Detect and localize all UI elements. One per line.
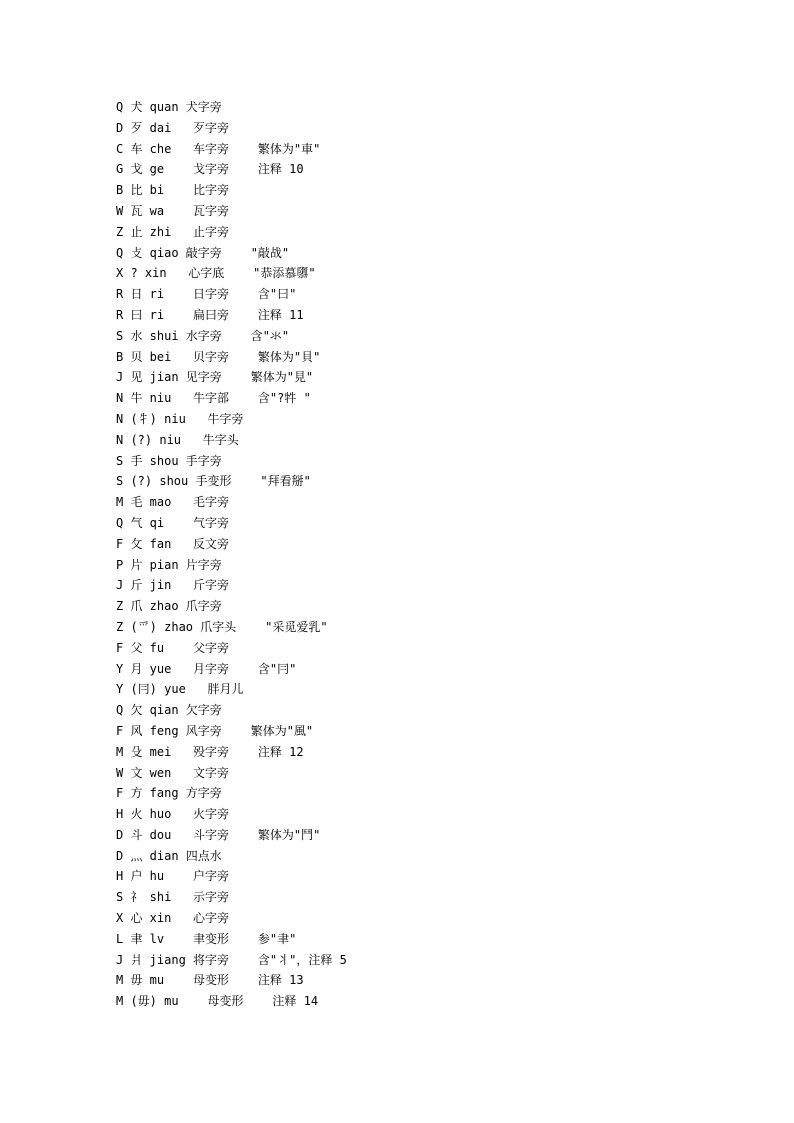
text-line: B 贝 bei 贝字旁 繁体为"貝" (116, 349, 321, 364)
text-line: N 牛 niu 牛字部 含"?牪 " (116, 391, 311, 406)
text-line: S 手 shou 手字旁 (116, 453, 222, 468)
text-line: Z 爪 zhao 爪字旁 (116, 599, 222, 614)
text-line: C 车 che 车字旁 繁体为"車" (116, 141, 321, 156)
text-line: Z 止 zhi 止字旁 (116, 224, 230, 239)
text-line: X ? xin 心字底 "恭添慕隳" (116, 266, 316, 281)
text-line: J 斤 jin 斤字旁 (116, 578, 230, 593)
text-line: Z (爫) zhao 爪字头 "采觅爱乳" (116, 619, 328, 634)
text-line: F 方 fang 方字旁 (116, 786, 222, 801)
text-line: F 风 feng 风字旁 繁体为"風" (116, 723, 314, 738)
text-line: Y 月 yue 月字旁 含"冃" (116, 661, 297, 676)
text-line: J 爿 jiang 将字旁 含"丬"，注释 5 (116, 952, 347, 967)
text-line: S (?) shou 手变形 "拜看掰" (116, 474, 311, 489)
text-line: D 歹 dai 歹字旁 (116, 120, 230, 135)
text-line: N (牜) niu 牛字旁 (116, 411, 244, 426)
text-line: F 攵 fan 反文旁 (116, 536, 230, 551)
text-line: W 文 wen 文字旁 (116, 765, 230, 780)
text-line: S 礻 shi 示字旁 (116, 890, 230, 905)
text-line: R 曰 ri 扁曰旁 注释 11 (116, 307, 304, 322)
text-line: M (毋) mu 母变形 注释 14 (116, 994, 319, 1009)
text-line: M 毋 mu 母变形 注释 13 (116, 973, 304, 988)
text-line: P 片 pian 片字旁 (116, 557, 222, 572)
text-line: G 戈 ge 戈字旁 注释 10 (116, 162, 304, 177)
text-line: H 户 hu 户字旁 (116, 869, 230, 884)
text-line: N (?) niu 牛字头 (116, 432, 239, 447)
document-body (116, 97, 347, 1012)
text-line: M 毛 mao 毛字旁 (116, 495, 230, 510)
text-line: M 殳 mei 殁字旁 注释 12 (116, 744, 304, 759)
text-line: Q 犬 quan 犬字旁 (116, 100, 222, 114)
text-line: Q 攴 qiao 敲字旁 "敲战" (116, 245, 290, 260)
text-line: H 火 huo 火字旁 (116, 807, 230, 822)
text-line: W 瓦 wa 瓦字旁 (116, 203, 230, 218)
text-line: Q 欠 qian 欠字旁 (116, 703, 222, 718)
text-line: J 见 jian 见字旁 繁体为"見" (116, 370, 314, 385)
text-line: D 灬 dian 四点水 (116, 848, 222, 863)
text-line: S 水 shui 水字旁 含"氺" (116, 328, 290, 343)
text-line: R 日 ri 日字旁 含"曰" (116, 287, 297, 302)
text-line: B 比 bi 比字旁 (116, 183, 230, 198)
text-line: Y (冃) yue 胖月儿 (116, 682, 244, 697)
text-line: F 父 fu 父字旁 (116, 640, 230, 655)
text-line: D 斗 dou 斗字旁 繁体为"鬥" (116, 827, 321, 842)
text-line: Q 气 qi 气字旁 (116, 515, 230, 530)
text-line: X 心 xin 心字旁 (116, 911, 230, 926)
text-line: L 聿 lv 聿变形 参"聿" (116, 931, 297, 946)
